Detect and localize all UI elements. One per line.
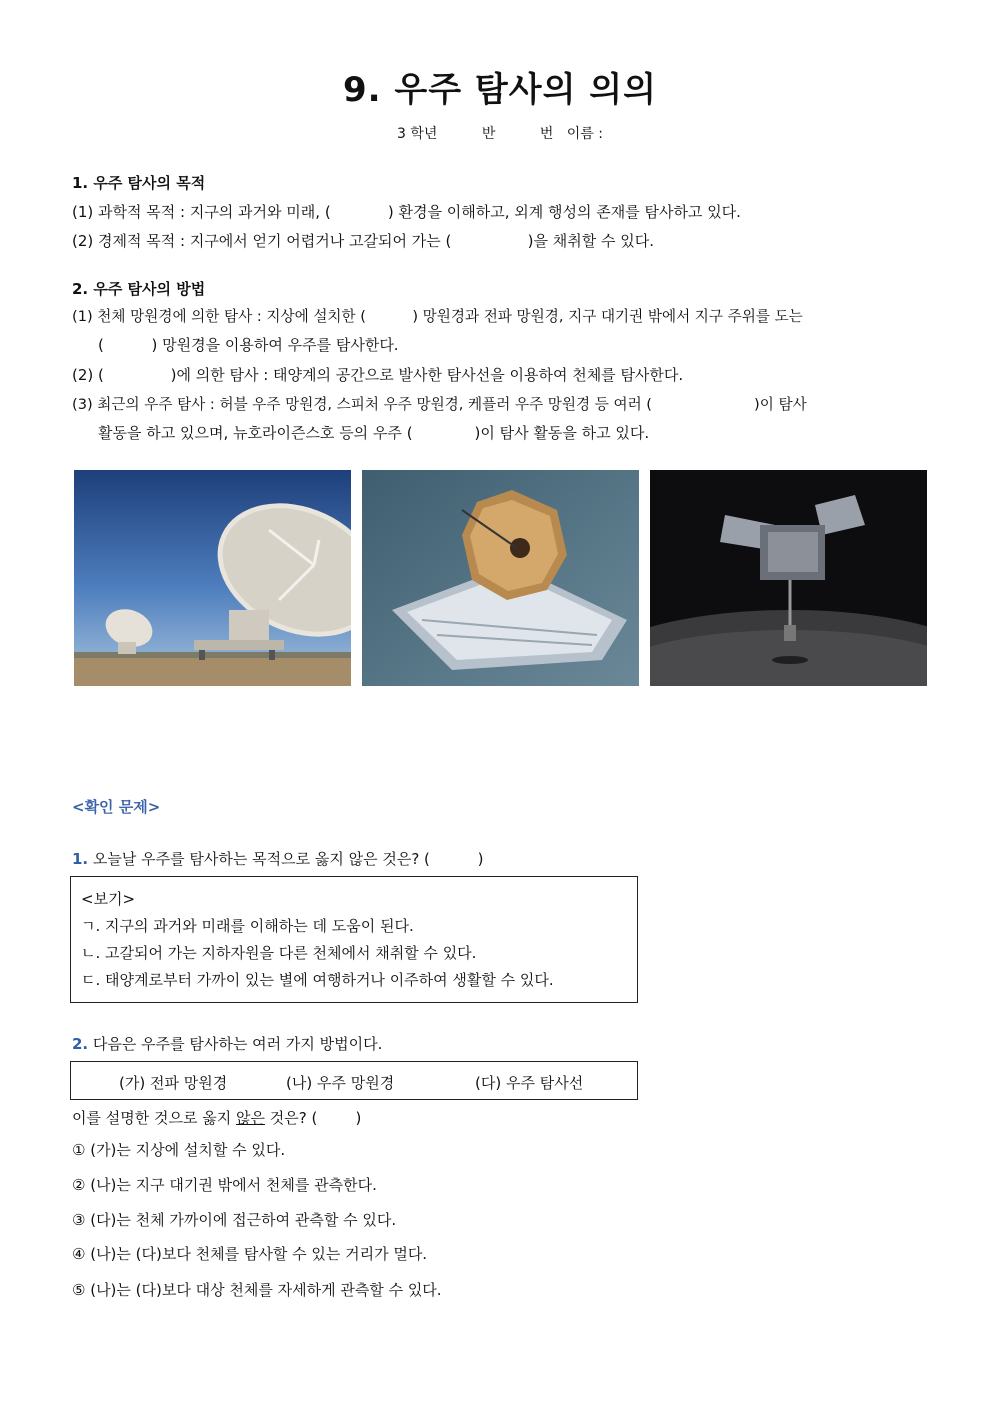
q2-option-4[interactable]: ④ (나)는 (다)보다 천체를 탐사할 수 있는 거리가 멀다. [72, 1245, 428, 1263]
section2-line3a: (3) 최근의 우주 탐사 : 허블 우주 망원경, 스피처 우주 망원경, 케플러 우주 망원경 등 여러 ( )이 탐사 [72, 396, 807, 413]
q2-methods-box [70, 1061, 638, 1100]
bogi-item-1: ㄱ. 지구의 과거와 미래를 이해하는 데 도움이 된다. [81, 917, 414, 935]
method-ga: (가) 전파 망원경 [119, 1074, 228, 1092]
section2-line3b: 활동을 하고 있으며, 뉴호라이즌스호 등의 우주 ( )이 탐사 활동을 하고 있다. [98, 424, 650, 442]
space-probe-photo [650, 470, 927, 686]
q2-prompt-post: 것은? ( ) [264, 1109, 362, 1127]
check-heading: <확인 문제> [72, 798, 161, 816]
section2-heading: 2. 우주 탐사의 방법 [72, 280, 206, 298]
section2-line1a: (1) 천체 망원경에 의한 탐사 : 지상에 설치한 ( ) 망원경과 전파 망원경, 지구 대기권 밖에서 지구 주위를 도는 [72, 308, 803, 325]
q2-option-3[interactable]: ③ (다)는 천체 가까이에 접근하여 관측할 수 있다. [72, 1211, 397, 1229]
q2-option-1[interactable]: ① (가)는 지상에 설치할 수 있다. [72, 1141, 286, 1159]
bogi-item-3: ㄷ. 태양계로부터 가까이 있는 별에 여행하거나 이주하여 생활할 수 있다. [81, 971, 554, 989]
q1-number: 1. [72, 850, 89, 868]
q2-text: 다음은 우주를 탐사하는 여러 가지 방법이다. [92, 1035, 383, 1053]
section2-line1b: ( ) 망원경을 이용하여 우주를 탐사한다. [98, 336, 399, 354]
q2-line [72, 1033, 382, 1054]
q1-bogi-box [70, 876, 638, 1003]
section1-line2: (2) 경제적 목적 : 지구에서 얻기 어렵거나 고갈되어 가는 ( )을 채취할 수 있다. [72, 232, 655, 250]
section2-line2: (2) ( )에 의한 탐사 : 태양계의 공간으로 발사한 탐사선을 이용하여 천체를 탐사한다. [72, 366, 684, 384]
section1-line1: (1) 과학적 목적 : 지구의 과거와 미래, ( ) 환경을 이해하고, 외계 행성의 존재를 탐사하고 있다. [72, 203, 741, 221]
method-da: (다) 우주 탐사선 [475, 1074, 584, 1092]
q1-text: 오늘날 우주를 탐사하는 목적으로 옳지 않은 것은? ( ) [92, 850, 484, 868]
q2-number: 2. [72, 1035, 89, 1053]
student-info-line: 3 학년 반 번 이름 : [396, 126, 604, 142]
space-telescope-photo [362, 470, 639, 686]
bogi-item-2: ㄴ. 고갈되어 가는 지하자원을 다른 천체에서 채취할 수 있다. [81, 944, 477, 962]
q1-line [72, 848, 483, 869]
bogi-title: <보기> [81, 890, 136, 908]
q2-prompt-pre: 이를 설명한 것으로 옳지 [72, 1109, 236, 1127]
q2-option-5[interactable]: ⑤ (나)는 (다)보다 대상 천체를 자세하게 관측할 수 있다. [72, 1281, 442, 1299]
section1-heading: 1. 우주 탐사의 목적 [72, 174, 206, 192]
method-na: (나) 우주 망원경 [286, 1074, 395, 1092]
q2-option-2[interactable]: ② (나)는 지구 대기권 밖에서 천체를 관측한다. [72, 1176, 377, 1194]
q2-prompt-underline: 않은 [235, 1109, 265, 1127]
page-title: 9. 우주 탐사의 의의 [343, 70, 657, 110]
q2-prompt [72, 1107, 361, 1128]
radio-telescope-photo [74, 470, 351, 686]
